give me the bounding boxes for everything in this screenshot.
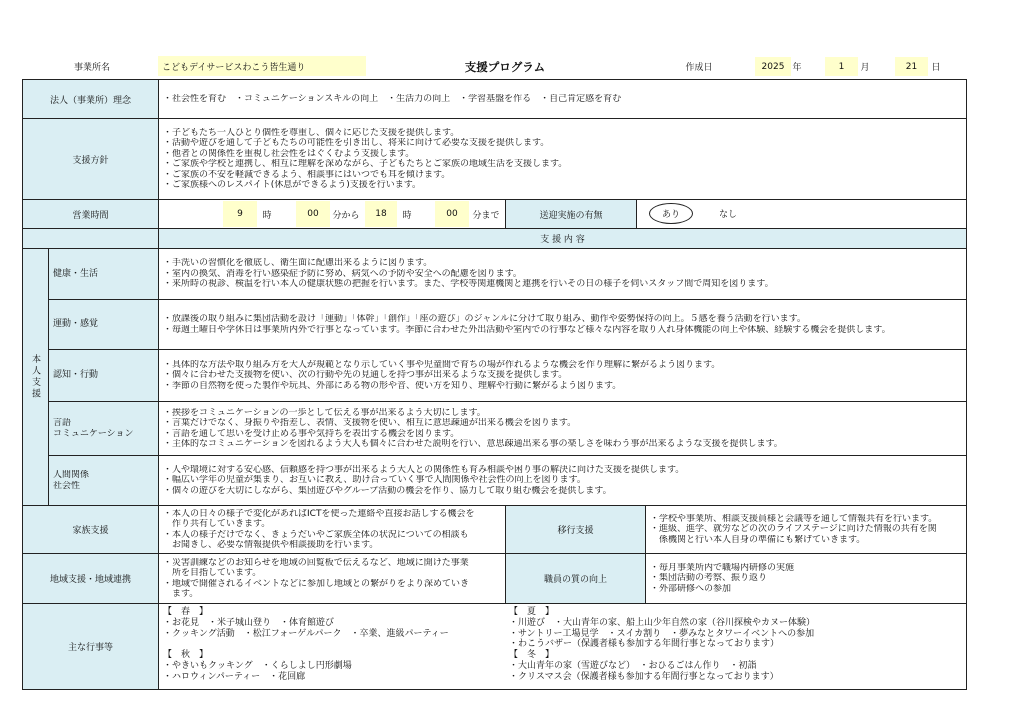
day-unit: 日 [931, 63, 941, 73]
community-support-line: ・地域で開催されるイベントなどに参加し地域との繋がりをより深めていき [163, 578, 470, 589]
transition-support-line: ・学校や事業所、相談支援員様と会議等を通して情報共有を行います。 [650, 513, 938, 524]
language-line: ・挨拶をコミュニケーションの一歩として伝える事が出来るよう大切にします。 [163, 407, 486, 418]
personal-support-label: 本人支援 [30, 354, 40, 400]
family-support-label: 家族支援 [22, 505, 159, 554]
philosophy-label: 法人（事業所）理念 [22, 79, 159, 119]
community-support-line: ます。 [172, 589, 199, 599]
health-label: 健康・生活 [53, 268, 99, 279]
staff-training-line: ・外部研修への参加 [650, 583, 732, 594]
summer-heading: 【 夏 】 [509, 607, 555, 617]
autumn-line: ・ハロウィンパーティー ・花回廊 [163, 671, 306, 682]
office-name-field: こどもデイサービスわこう皆生通り [158, 56, 366, 76]
from-text: 分から [332, 210, 360, 221]
family-support-line: ・本人の日々の様子で変化があればICTを使った連絡や直接お話しする機会を [163, 508, 475, 519]
community-support-cell [158, 553, 506, 604]
social-line: ・人や環境に対する安心感、信頼感を持つ事が出来るよう大人との関係性も育み相談や困り事の解決に向けた支援を提供します。 [163, 464, 685, 475]
page-title: 支援プログラム [464, 59, 546, 74]
close-hour-unit: 時 [402, 210, 412, 221]
events-right-column [509, 607, 815, 683]
cognitive-label-cell [48, 349, 159, 402]
office-label: 事業所名 [73, 63, 110, 73]
policy-line: ・ご家族や学校と連携し、相互に理解を深めながら、子どもたちとご家族の地域生活を支援します。 [163, 159, 568, 169]
cognitive-label: 認知・行動 [53, 370, 99, 381]
family-support-line: 作り共有していきます。 [172, 519, 271, 529]
personal-support-label-cell [22, 248, 49, 506]
date-label: 作成日 [685, 63, 713, 73]
content-header-left [22, 228, 159, 249]
policy-line: ・ご家族の不安を軽減できるよう、相談事にはいつでも耳を傾けます。 [163, 169, 451, 180]
social-cell [158, 455, 967, 506]
winter-line: ・クリスマス会（保護者様も参加する年間行事となっております） [509, 671, 779, 682]
month-field: 1 [825, 57, 858, 76]
year-field: 2025 [755, 57, 791, 76]
language-label-line: 言語 [53, 418, 72, 428]
policy-line: ・子どもたち一人ひとり個性を尊重し、個々に応じた支援を提供します。 [163, 127, 460, 138]
cognitive-cell [158, 349, 967, 402]
language-label-cell [48, 401, 159, 456]
events-left-column [163, 607, 449, 683]
spring-line: ・クッキング活動 ・松江フォーゲルパーク ・卒業、進級パーティー [163, 628, 449, 639]
language-cell [158, 401, 967, 456]
health-line: ・来所時の視診、検温を行い本人の健康状態の把握を行います。また、学校等関連機関と連携を行いその日の様子を伺いスタッフ間で周知を図ります。 [163, 279, 774, 290]
events-spacer [163, 639, 449, 650]
motor-line: ・毎週土曜日や学休日は事業所内外で行事となっています。季節に合わせた外出活動や室内での行事など様々な内容を取り入れ身体機能の向上や体験、経験する機会を提供します。 [163, 324, 891, 335]
transition-support-line: ・進級、進学、就労などの次のライフステージに向けた情報の共有を関 [650, 524, 937, 535]
policy-cell [158, 118, 967, 200]
month-unit: 月 [860, 63, 870, 73]
cognitive-line: ・具体的な方法や取り組み方を大人が規範となり示していく事や児童間で育ちの場が作れるような機会を作り理解に繋がるよう図ります。 [163, 359, 721, 370]
family-support-cell [158, 505, 506, 554]
open-hour-field: 9 [223, 201, 257, 227]
open-minute-field: 00 [296, 201, 330, 227]
until-text: 分まで [472, 210, 500, 221]
social-line: ・幅広い学年の児童が集まり、お互いに教え、助け合っていく事で人間関係や社会性の向上を図ります。 [163, 475, 586, 486]
motor-label: 運動・感覚 [53, 319, 99, 330]
social-label-line: 社会性 [53, 480, 81, 491]
summer-line: ・川遊び ・大山青年の家、船上山少年自然の家（谷川探検やカヌー体験） [509, 617, 816, 628]
content-header: 支 援 内 容 [158, 228, 967, 249]
staff-training-line: ・毎月事業所内で職場内研修の実施 [650, 562, 795, 573]
transport-no-option: なし [718, 210, 737, 220]
motor-label-cell [48, 299, 159, 350]
community-support-line: 所を目指しています。 [172, 568, 262, 578]
health-line: ・室内の換気、消毒を行い感染症予防に努め、病気への予防や安全への配慮を図ります。 [163, 268, 522, 279]
close-hour-field: 18 [365, 201, 397, 227]
autumn-line: ・やきいもクッキング ・くらしよし円形劇場 [163, 660, 352, 671]
policy-line: ・他者との関係性を重視し社会性をはぐくむよう支援します。 [163, 148, 415, 159]
community-support-label: 地域支援・地域連携 [22, 553, 159, 604]
staff-training-label: 職員の質の向上 [505, 553, 646, 604]
day-field: 21 [895, 57, 928, 76]
spring-line: ・お花見 ・米子城山登り ・体育館遊び [163, 617, 335, 628]
cognitive-line: ・季節の自然物を使った製作や玩具、外部にある物の形や音、使い方を知り、理解や行動に繋がるよう図ります。 [163, 380, 622, 391]
policy-line: ・活動や遊びを通して子どもたちの可能性を引き出し、将来に向けて必要な支援を提供します。 [163, 138, 550, 148]
winter-heading: 【 冬 】 [509, 650, 555, 661]
transport-label: 送迎実施の有無 [505, 199, 637, 229]
language-line: ・主体的なコミュニケーションを図れるよう大人も個々に合わせた説明を行い、意思疎通出来る事の楽しさを味わう事が出来るような支援を提供します。 [163, 439, 783, 449]
close-minute-field: 00 [435, 201, 469, 227]
transition-support-label: 移行支援 [505, 505, 646, 554]
language-label-line: コミュニケーション [53, 428, 134, 439]
summer-line: ・サントリー工場見学 ・スイカ割り ・夢みなとタワーイベントへの参加 [509, 628, 815, 639]
motor-cell [158, 299, 967, 350]
community-support-line: ・災害訓練などのお知らせを地域の回覧板で伝えるなど、地域に開けた事業 [163, 557, 469, 568]
transport-yes-option: あり [649, 203, 693, 224]
autumn-heading: 【 秋 】 [163, 650, 209, 661]
social-label-cell [48, 455, 159, 506]
policy-line: ・ご家族様へのレスパイト(休息ができるよう)支援を行います。 [163, 180, 422, 190]
family-support-line: ・本人の様子だけでなく、きょうだいやご家族全体の状況についての相談も [163, 529, 469, 540]
transition-support-cell [645, 505, 967, 554]
hours-label: 営業時間 [22, 199, 159, 229]
health-line: ・手洗いの習慣化を徹底し、衛生面に配慮出来るように図ります。 [163, 258, 433, 269]
open-hour-unit: 時 [262, 210, 272, 221]
social-label-line: 人間関係 [53, 470, 90, 480]
philosophy-text: ・社会性を育む ・コミュニケーションスキルの向上 ・生活力の向上 ・学習基盤を作る ・自己肯定感を育む [163, 93, 622, 104]
health-cell [158, 248, 967, 300]
events-label: 主な行事等 [22, 603, 159, 690]
philosophy-cell [158, 79, 967, 119]
cognitive-line: ・個々に合わせた支援物を使い、次の行動や先の見通しを持つ事が出来るような支援を提供します。 [163, 370, 568, 381]
staff-training-line: ・集団活動の考察、振り返り [650, 573, 768, 584]
year-unit: 年 [792, 63, 802, 73]
family-support-line: お聞きし、必要な情報提供や相談援助を行います。 [172, 540, 379, 550]
health-label-cell [48, 248, 159, 300]
summer-line: ・わこうバザー（保護者様も参加する年間行事となっております） [509, 639, 780, 650]
language-line: ・言語を通して思いを受け止める事や気持ちを表出する機会を図ります。 [163, 428, 460, 439]
motor-line: ・放課後の取り組みに集団活動を設け「運動」「体幹」「創作」「座の遊び」のジャンルに分けて取り組み、動作や姿勢保持の向上。５感を養う活動を行います。 [163, 314, 806, 324]
policy-label: 支援方針 [22, 118, 159, 200]
social-line: ・個々の遊びを大切にしながら、集団遊びやグループ活動の機会を作り、協力して取り組む機会を提供します。 [163, 485, 612, 496]
transition-support-line: 係機関と行い本人自身の準備にも繋げていきます。 [659, 534, 866, 545]
language-line: ・言葉だけでなく、身振りや指差し、表情、支援物を使い、相互に意思疎通が出来る機会を図ります。 [163, 418, 577, 428]
staff-training-cell [645, 553, 967, 604]
winter-line: ・大山青年の家（雪遊びなど） ・おひるごはん作り ・初詣 [509, 660, 757, 671]
spring-heading: 【 春 】 [163, 607, 209, 617]
